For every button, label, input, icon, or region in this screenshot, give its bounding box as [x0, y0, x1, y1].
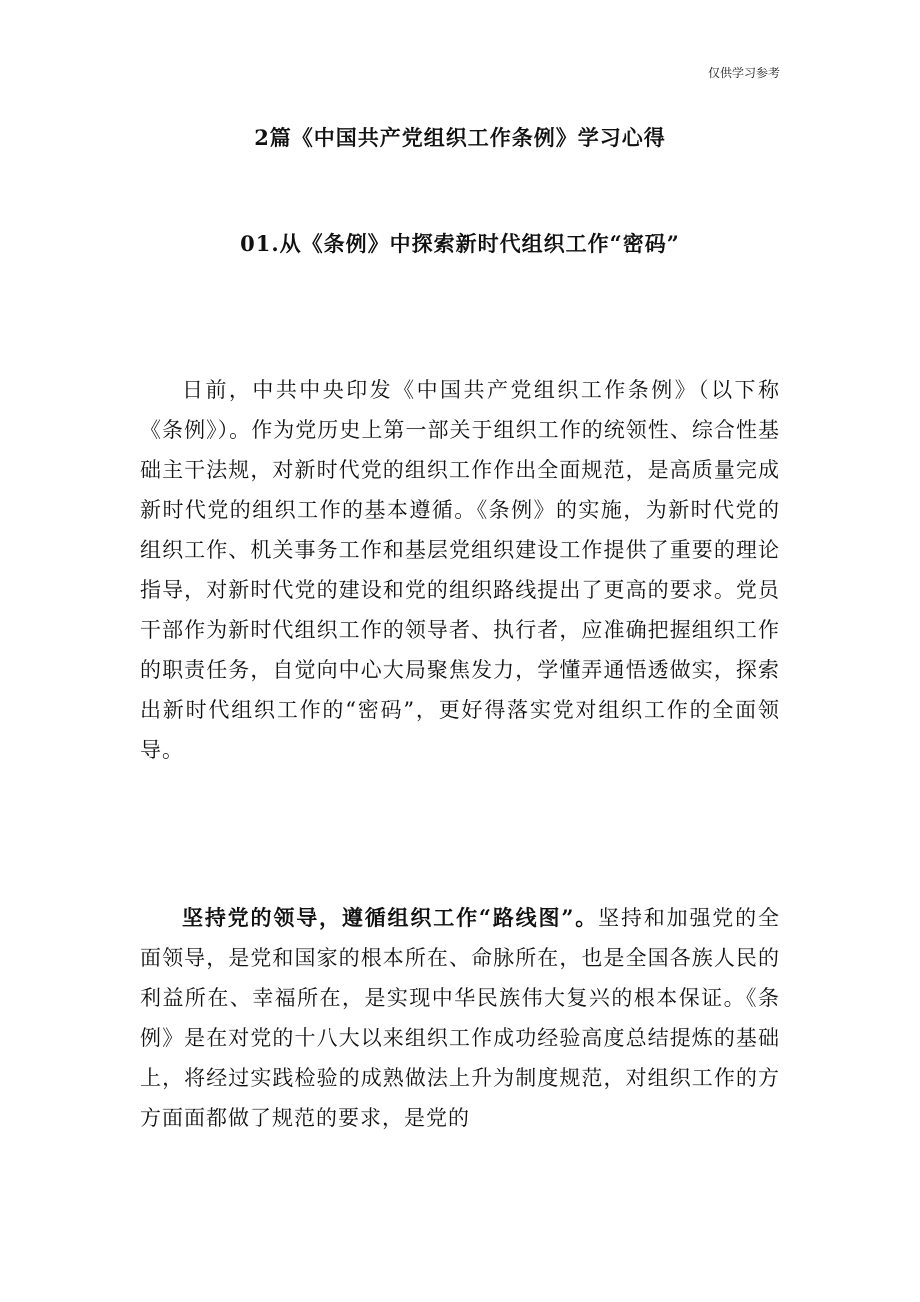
paragraph-2	[140, 898, 780, 1138]
paragraph-2-body: 坚持和加强党的全面领导，是党和国家的根本所在、命脉所在，也是全国各族人民的利益所在、幸福所在，是实现中华民族伟大复兴的根本保证。《条例》是在对党的十八大以来组织工作成功经验高度总结提炼的基础上，将经过实践检验的成熟做法上升为制度规范，对组织工作的方方面面都做了规范的要求，是党的	[140, 906, 780, 1130]
paragraph-1: 日前，中共中央印发《中国共产党组织工作条例》（以下称《条例》）。作为党历史上第一部关于组织工作的统领性、综合性基础主干法规，对新时代党的组织工作作出全面规范，是高质量完成新时代党的组织工作的基本遵循。《条例》的实施，为新时代党的组织工作、机关事务工作和基层党组织建设工作提供了重要的理论指导，对新时代党的建设和党的组织路线提出了更高的要求。党员干部作为新时代组织工作的领导者、执行者，应准确把握组织工作的职责任务，自觉向中心大局聚焦发力，学懂弄通悟透做实，探索出新时代组织工作的“密码”，更好得落实党对组织工作的全面领导。	[140, 378, 780, 762]
paragraph-2-lead: 坚持党的领导，遵循组织工作“路线图”。	[182, 905, 599, 930]
section-heading: 01.从《条例》中探索新时代组织工作“密码”	[240, 231, 680, 256]
watermark-label: 仅供学习参考	[707, 66, 780, 80]
document-title: 2篇《中国共产党组织工作条例》学习心得	[254, 125, 666, 150]
